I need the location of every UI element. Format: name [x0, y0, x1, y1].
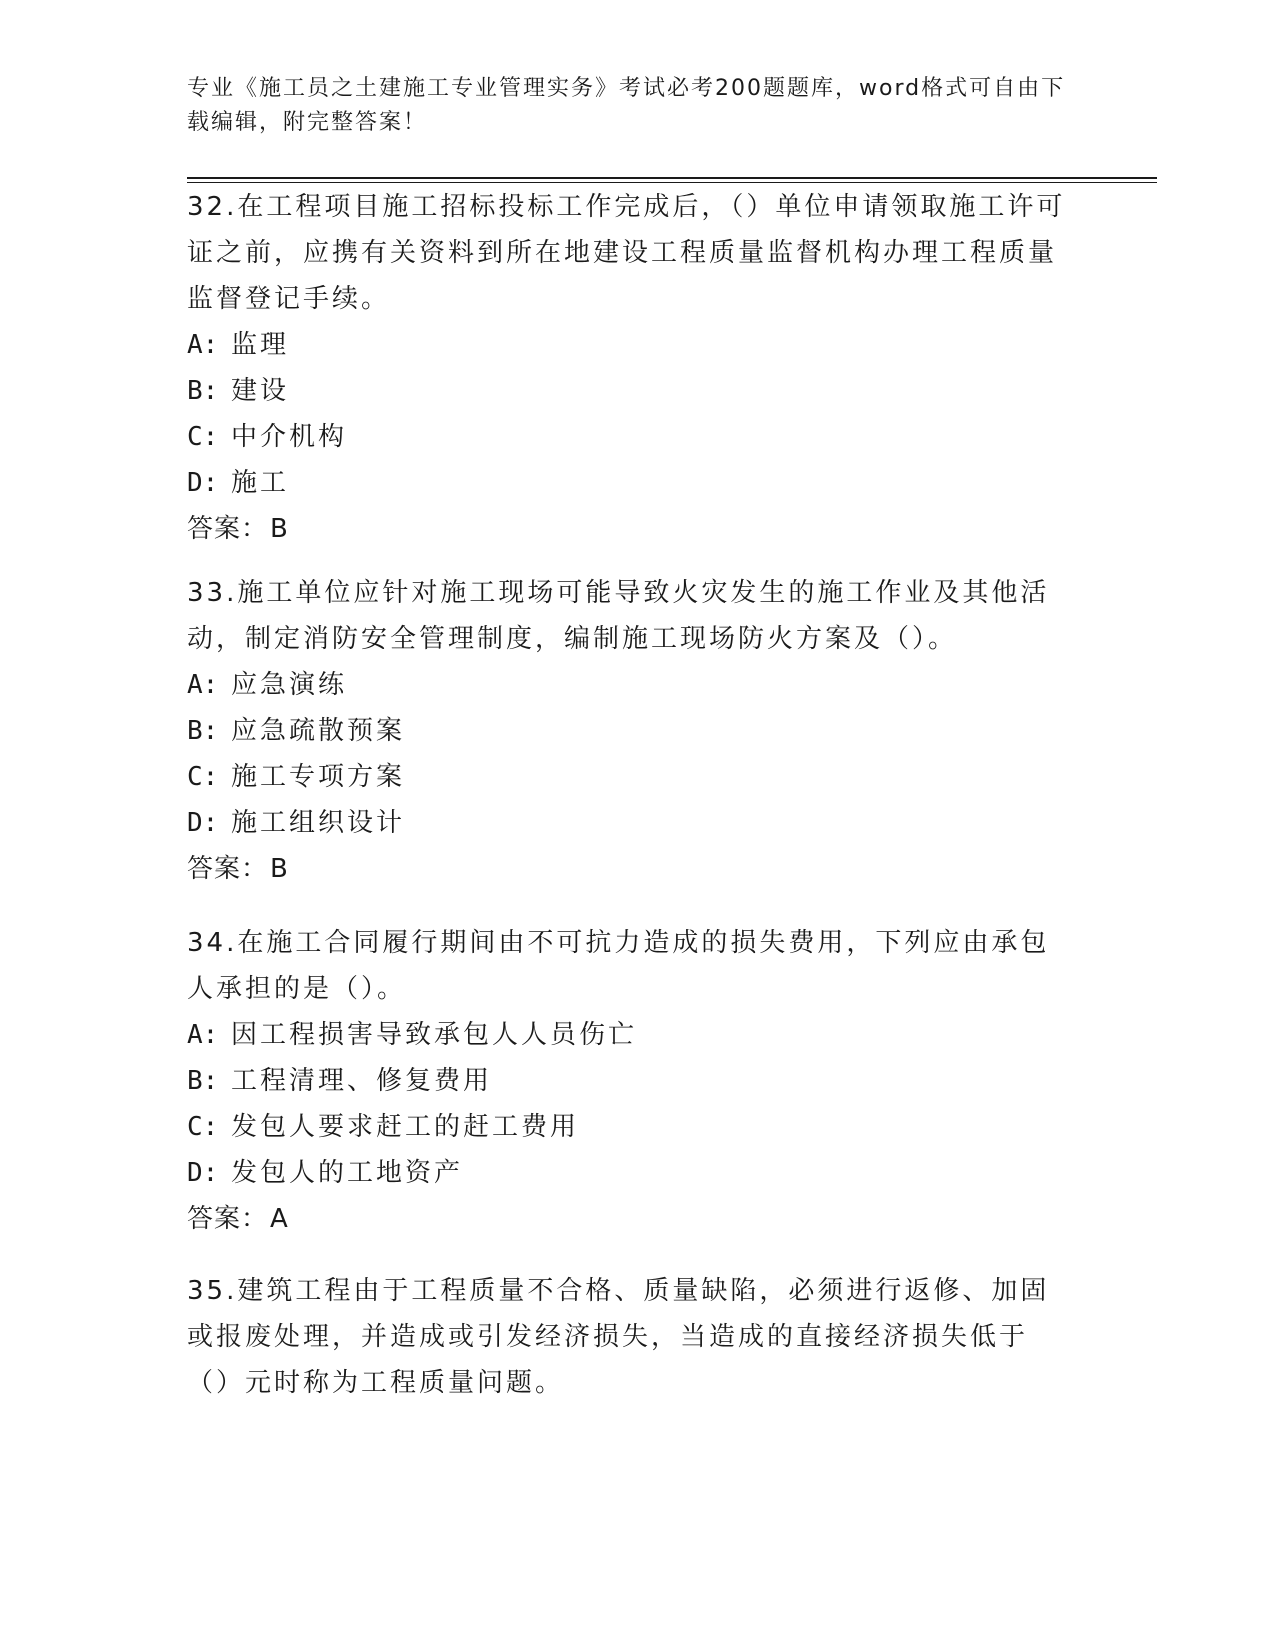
answer-value: A: [270, 1204, 289, 1234]
option-text: 施工: [231, 468, 290, 498]
question-32: [187, 184, 1067, 552]
option-key: A:: [187, 670, 219, 700]
option-b: [187, 708, 1067, 754]
option-key: B:: [187, 1066, 219, 1096]
question-stem: 34.在施工合同履行期间由不可抗力造成的损失费用，下列应由承包人承担的是（）。: [187, 928, 1050, 1004]
question-34: [187, 920, 1067, 1242]
option-text: 施工组织设计: [231, 808, 406, 838]
document-header: 专业《施工员之土建施工专业管理实务》考试必考200题题库，word格式可自由下载编辑，附完整答案！: [187, 76, 1066, 135]
option-key: C:: [187, 1112, 219, 1142]
option-text: 因工程损害导致承包人人员伤亡: [231, 1020, 638, 1050]
option-key: A:: [187, 1020, 219, 1050]
option-d: [187, 800, 1067, 846]
question-33: [187, 570, 1067, 892]
option-a: [187, 1012, 1067, 1058]
answer-line: [187, 1196, 1067, 1242]
answer-value: B: [270, 854, 289, 884]
option-text: 建设: [231, 376, 290, 406]
option-c: [187, 1104, 1067, 1150]
option-text: 发包人要求赶工的赶工费用: [231, 1112, 580, 1142]
option-text: 工程清理、修复费用: [231, 1066, 493, 1096]
answer-label: 答案：: [187, 514, 269, 544]
option-key: B:: [187, 376, 219, 406]
option-d: [187, 460, 1067, 506]
answer-label: 答案：: [187, 1204, 269, 1234]
question-stem: 32.在工程项目施工招标投标工作完成后，（）单位申请领取施工许可证之前，应携有关资料到所在地建设工程质量监督机构办理工程质量监督登记手续。: [187, 192, 1066, 314]
question-stem: 33.施工单位应针对施工现场可能导致火灾发生的施工作业及其他活动，制定消防安全管理制度，编制施工现场防火方案及（）。: [187, 578, 1050, 654]
option-text: 施工专项方案: [231, 762, 406, 792]
option-text: 监理: [231, 330, 290, 360]
option-c: [187, 754, 1067, 800]
option-key: C:: [187, 422, 219, 452]
option-key: D:: [187, 468, 219, 498]
option-d: [187, 1150, 1067, 1196]
option-a: [187, 322, 1067, 368]
option-text: 发包人的工地资产: [231, 1158, 464, 1188]
option-key: D:: [187, 808, 219, 838]
divider-line-thin: [187, 182, 1157, 183]
option-c: [187, 414, 1067, 460]
option-b: [187, 1058, 1067, 1104]
answer-line: [187, 846, 1067, 892]
option-a: [187, 662, 1067, 708]
option-text: 应急演练: [231, 670, 348, 700]
question-35: [187, 1268, 1067, 1406]
option-key: D:: [187, 1158, 219, 1188]
answer-line: [187, 506, 1067, 552]
option-key: A:: [187, 330, 219, 360]
option-key: B:: [187, 716, 219, 746]
option-key: C:: [187, 762, 219, 792]
option-b: [187, 368, 1067, 414]
option-text: 中介机构: [231, 422, 348, 452]
answer-label: 答案：: [187, 854, 269, 884]
option-text: 应急疏散预案: [231, 716, 406, 746]
divider-line-thick: [187, 177, 1157, 179]
question-stem: 35.建筑工程由于工程质量不合格、质量缺陷，必须进行返修、加固或报废处理，并造成或引发经济损失，当造成的直接经济损失低于（）元时称为工程质量问题。: [187, 1276, 1050, 1398]
answer-value: B: [270, 514, 289, 544]
